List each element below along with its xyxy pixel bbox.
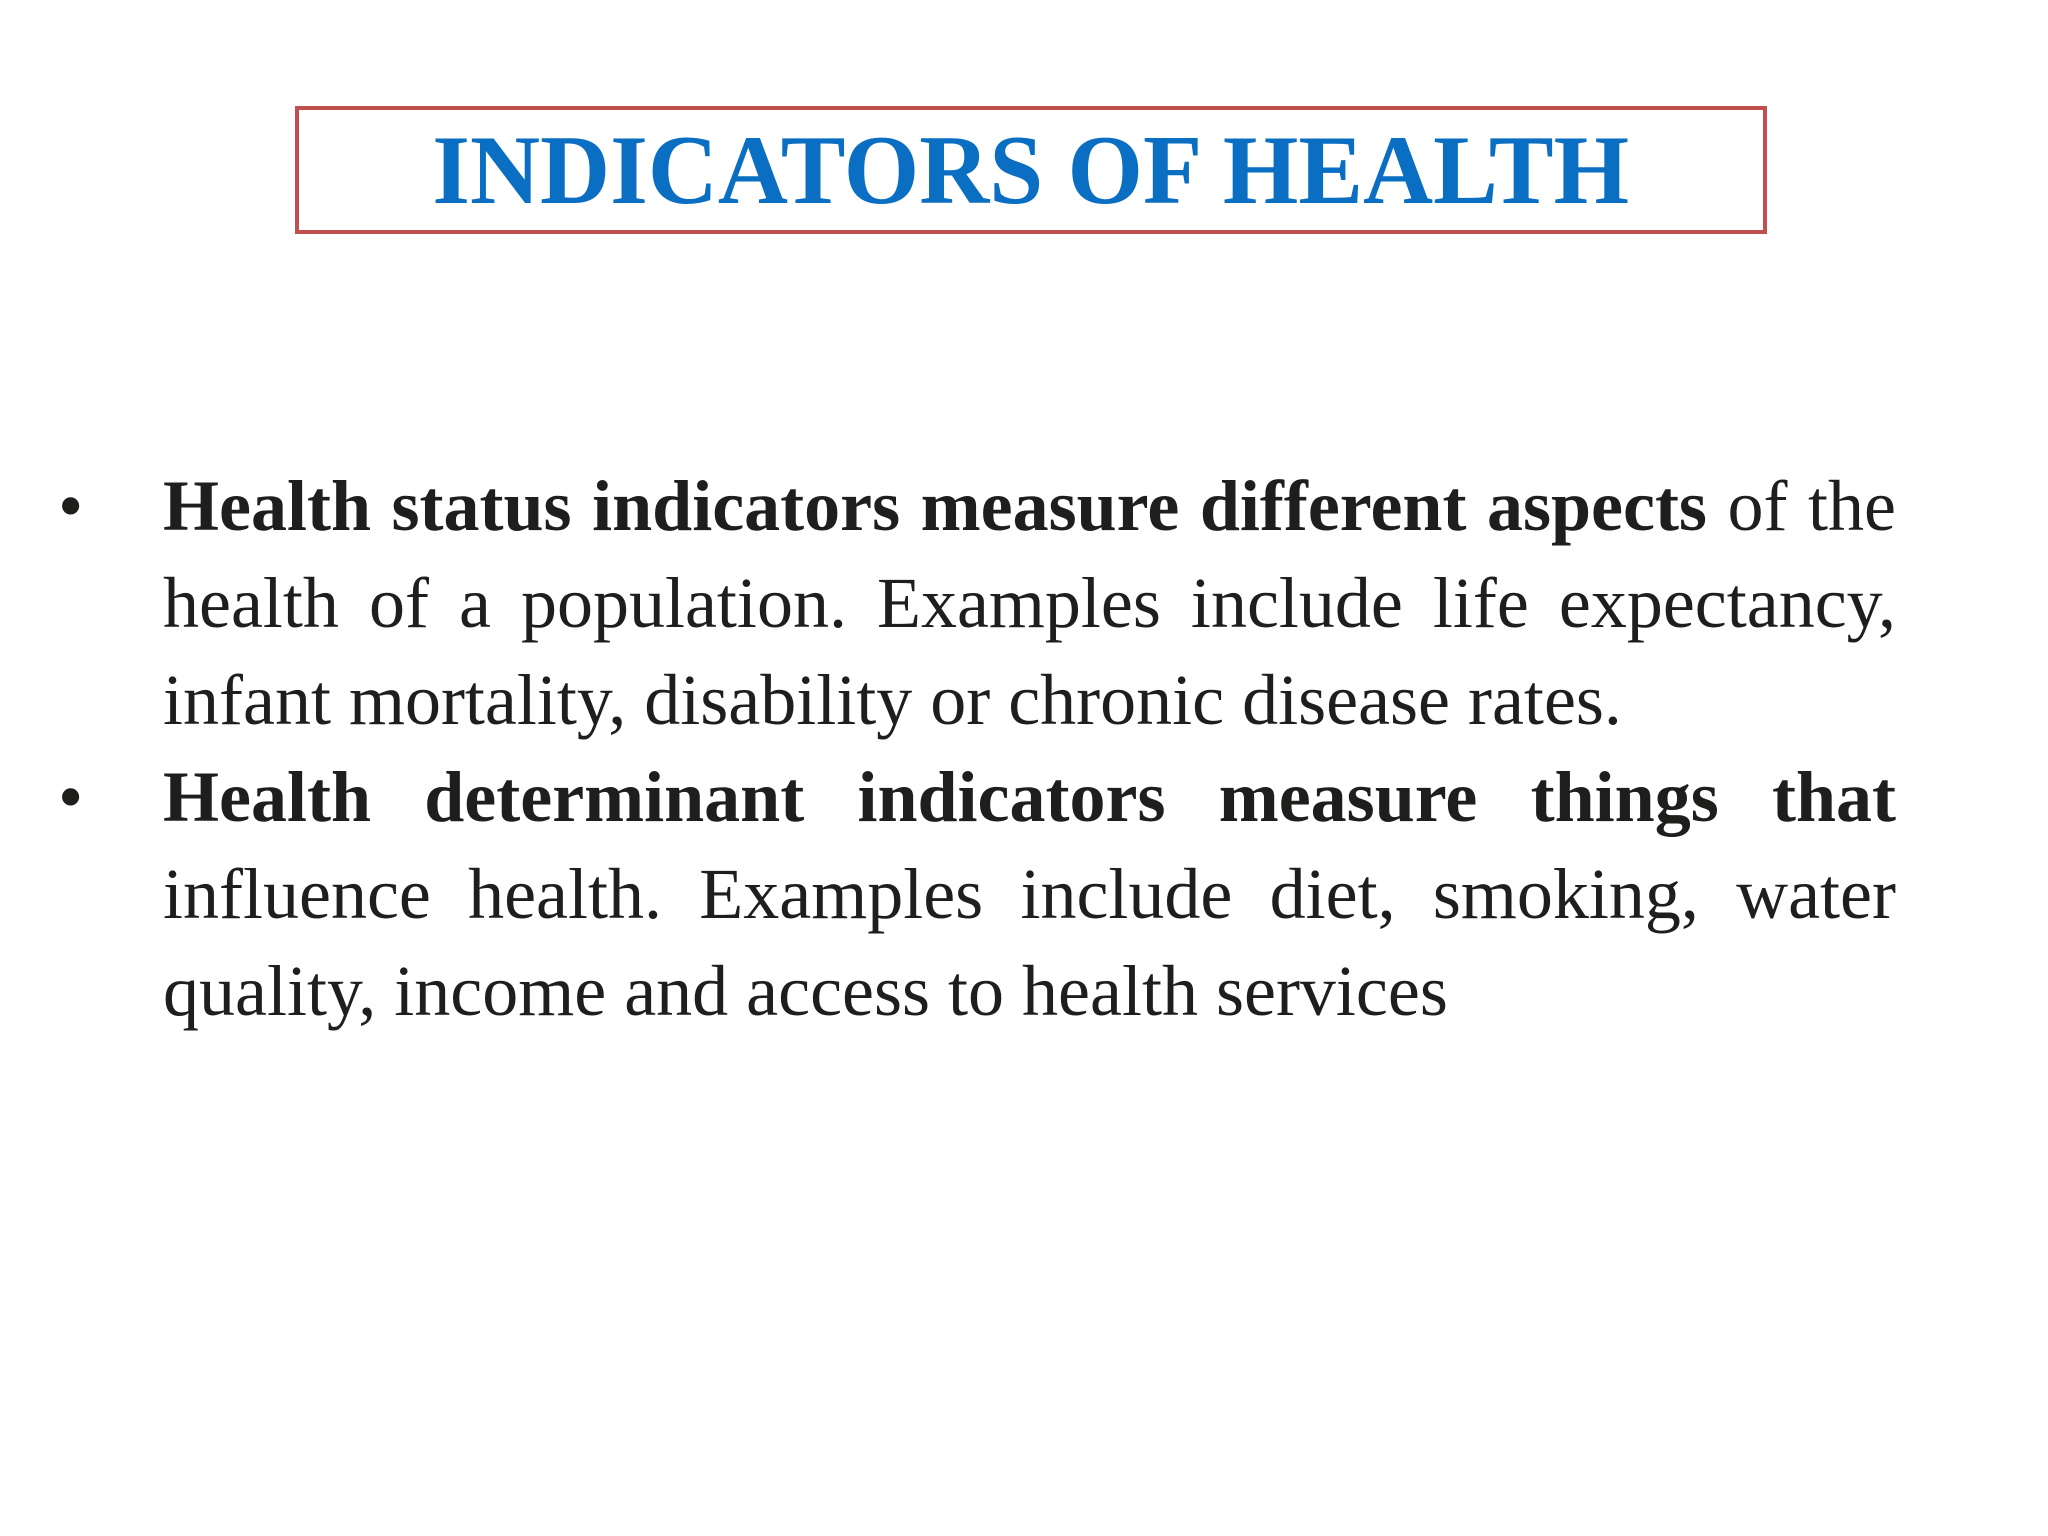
bullet-body-text: of the health of a population. Examples include life expectancy, infant mortality, disability or chronic disease rates. [163, 466, 1896, 740]
bullet-item-health-determinant [58, 749, 1896, 1040]
bullet-list [58, 458, 1896, 1040]
bullet-dot-icon: • [58, 466, 84, 546]
bullet-dot-icon: • [58, 757, 84, 837]
bullet-bold-text: Health determinant indicators measure things that [163, 757, 1896, 837]
title-box [295, 106, 1767, 234]
bullet-bold-text: Health status indicators measure different aspects [163, 466, 1707, 546]
bullet-item-health-status [58, 458, 1896, 749]
slide-title: INDICATORS OF HEALTH [432, 115, 1630, 225]
bullet-body-text: influence health. Examples include diet, smoking, water quality, income and access to health services [163, 854, 1896, 1031]
